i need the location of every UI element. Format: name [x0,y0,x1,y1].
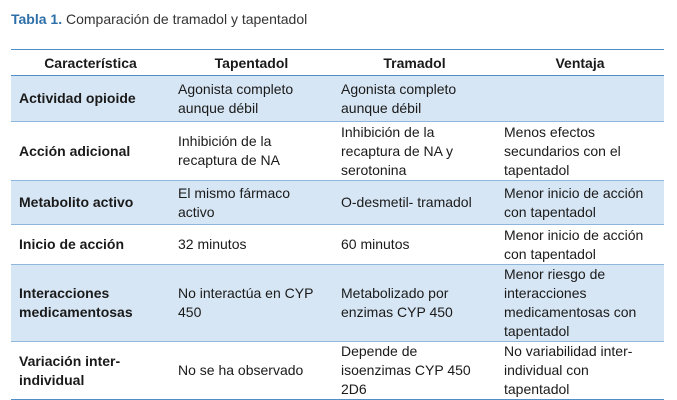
cell-ventaja: No variabilidad inter-individual con tapentadol [496,342,664,400]
table-row [11,76,664,122]
row-label: Inicio de acción [11,225,170,265]
header-caracteristica: Característica [11,50,170,76]
cell-tapentadol: No interactúa en CYP 450 [170,265,333,342]
header-row [11,50,664,76]
header-tapentadol: Tapentadol [170,50,333,76]
table-caption [11,11,307,27]
cell-tramadol: Agonista completo aunque débil [333,76,496,122]
cell-tapentadol: 32 minutos [170,225,333,265]
table-row [11,265,664,342]
row-label: Acción adicional [11,122,170,181]
cell-ventaja [496,76,664,122]
row-label: Metabolito activo [11,181,170,225]
cell-ventaja: Menos efectos secundarios con el tapentadol [496,122,664,181]
table-row [11,122,664,181]
cell-tramadol: O-desmetil- tramadol [333,181,496,225]
table-row [11,181,664,225]
cell-tapentadol: Agonista completo aunque débil [170,76,333,122]
cell-tapentadol: Inhibición de la recaptura de NA [170,122,333,181]
cell-tapentadol: El mismo fármaco activo [170,181,333,225]
header-tramadol: Tramadol [333,50,496,76]
cell-tramadol: Depende de isoenzimas CYP 450 2D6 [333,342,496,400]
caption-label: Tabla 1. [11,11,63,27]
cell-tramadol: Inhibición de la recaptura de NA y serotonina [333,122,496,181]
comparison-table [11,49,664,400]
table-row [11,225,664,265]
table-row [11,342,664,400]
header-ventaja: Ventaja [496,50,664,76]
row-label: Actividad opioide [11,76,170,122]
cell-tramadol: Metabolizado por enzimas CYP 450 [333,265,496,342]
caption-text: Comparación de tramadol y tapentadol [65,11,308,27]
cell-tramadol: 60 minutos [333,225,496,265]
cell-ventaja: Menor inicio de acción con tapentadol [496,225,664,265]
cell-ventaja: Menor riesgo de interacciones medicamentosas con tapentadol [496,265,664,342]
cell-tapentadol: No se ha observado [170,342,333,400]
row-label: Variación inter-individual [11,342,170,400]
row-label: Interacciones medicamentosas [11,265,170,342]
cell-ventaja: Menor inicio de acción con tapentadol [496,181,664,225]
